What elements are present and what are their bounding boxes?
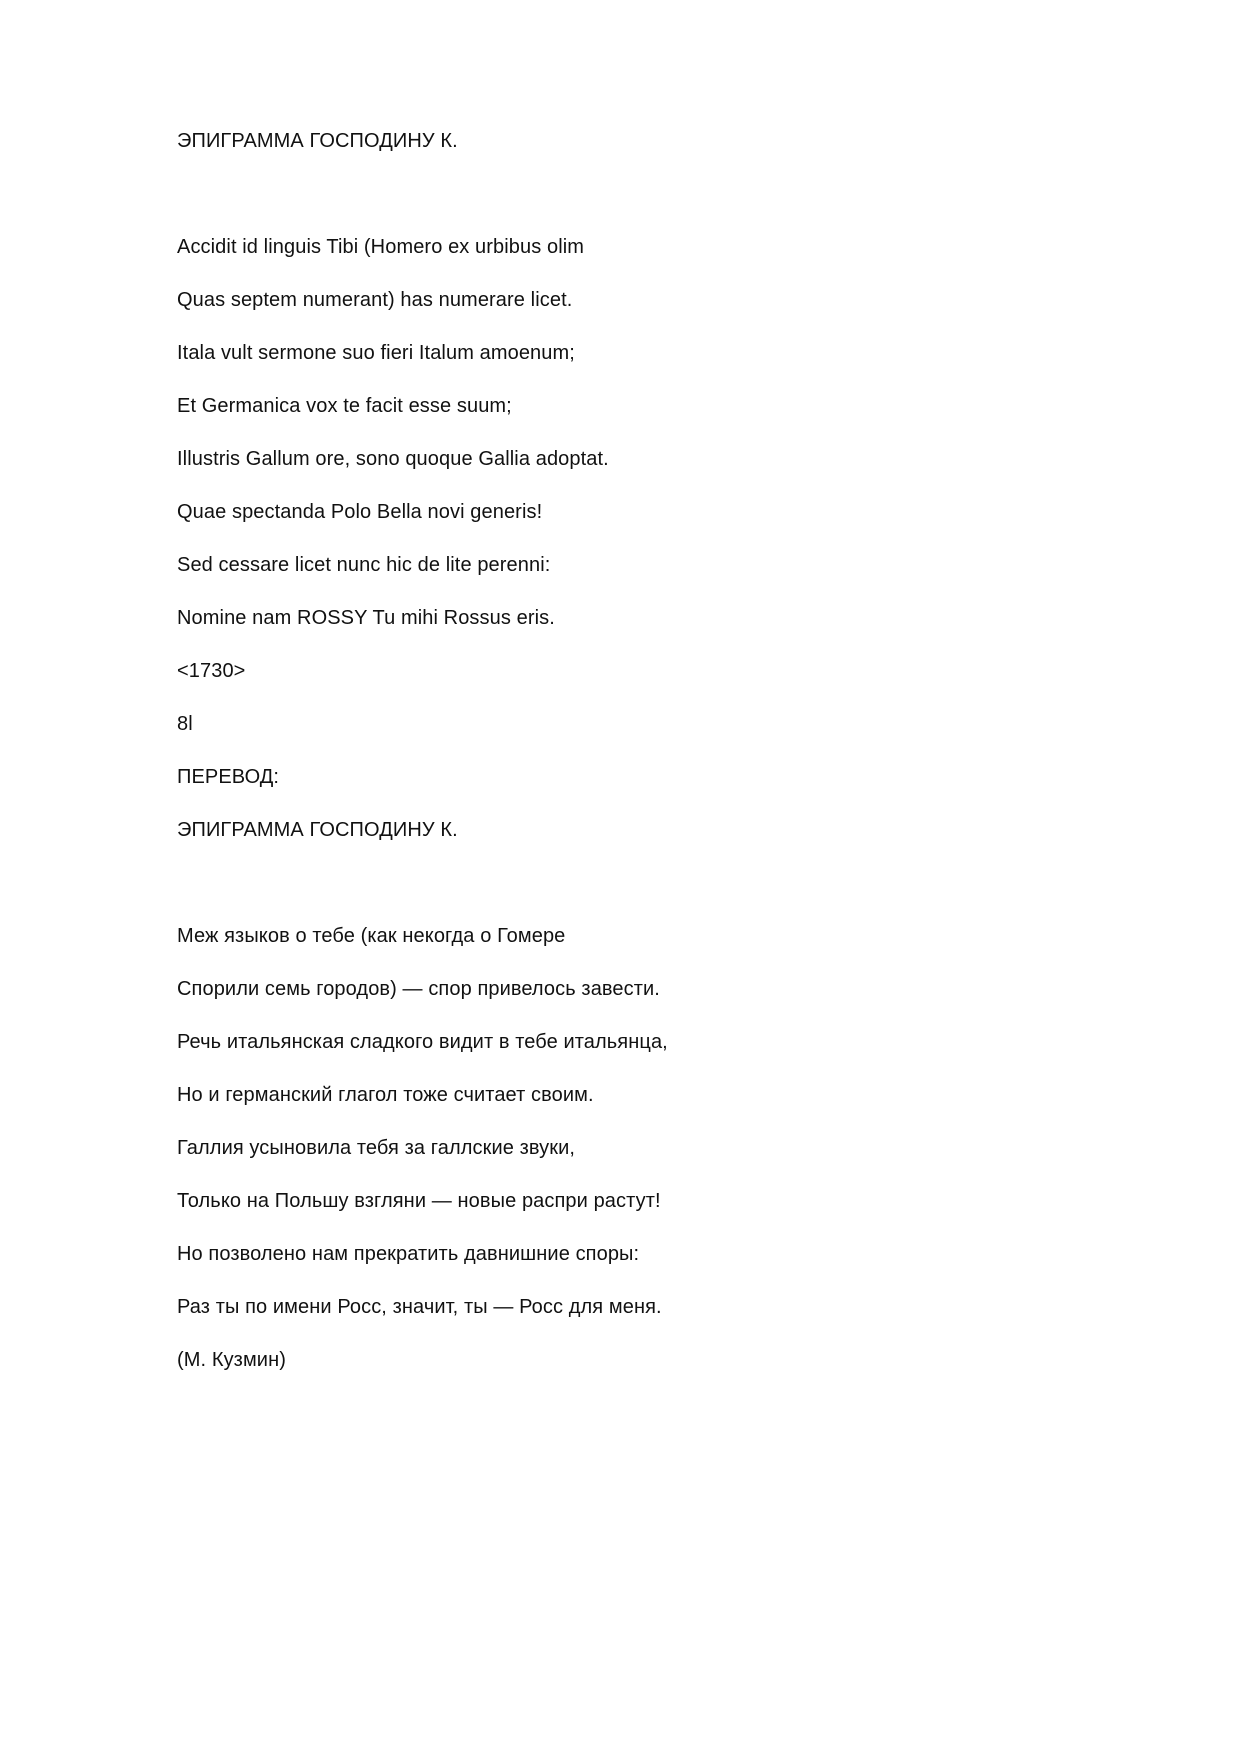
poem-number: 8l [177, 713, 193, 735]
poem-line: Nomine nam ROSSY Tu mihi Rossus eris. [177, 607, 555, 629]
translation-line: Меж языков о тебе (как некогда о Гомере [177, 925, 566, 947]
poem-line: Quae spectanda Polo Bella novi generis! [177, 501, 543, 523]
document-body [177, 115, 1077, 1387]
translation-line: Спорили семь городов) — спор привелось завести. [177, 978, 660, 1000]
translation-heading: ПЕРЕВОД: [177, 766, 280, 788]
translation-line: Только на Польшу взгляни — новые распри растут! [177, 1190, 661, 1212]
translation-title: ЭПИГРАММА ГОСПОДИНУ К. [177, 819, 458, 841]
poem-line: Et Germanica vox te facit esse suum; [177, 395, 512, 417]
poem-line: Accidit id linguis Tibi (Homero ex urbibus olim [177, 236, 585, 258]
blank-line [177, 168, 1077, 221]
poem-line: Itala vult sermone suo fieri Italum amoenum; [177, 342, 575, 364]
poem-line: Quas septem numerant) has numerare licet. [177, 289, 573, 311]
poem-date: <1730> [177, 660, 246, 682]
poem-line: Sed cessare licet nunc hic de lite perenni: [177, 554, 551, 576]
translation-line: Раз ты по имени Росс, значит, ты — Росс для меня. [177, 1296, 662, 1318]
translator-credit: (М. Кузмин) [177, 1349, 286, 1371]
translation-line: Речь итальянская сладкого видит в тебе итальянца, [177, 1031, 668, 1053]
translation-line: Но позволено нам прекратить давнишние споры: [177, 1243, 640, 1265]
poem-line: Illustris Gallum ore, sono quoque Gallia adoptat. [177, 448, 609, 470]
translation-line: Галлия усыновила тебя за галлские звуки, [177, 1137, 576, 1159]
translation-line: Но и германский глагол тоже считает своим. [177, 1084, 594, 1106]
original-title: ЭПИГРАММА ГОСПОДИНУ К. [177, 130, 458, 152]
blank-line [177, 857, 1077, 910]
